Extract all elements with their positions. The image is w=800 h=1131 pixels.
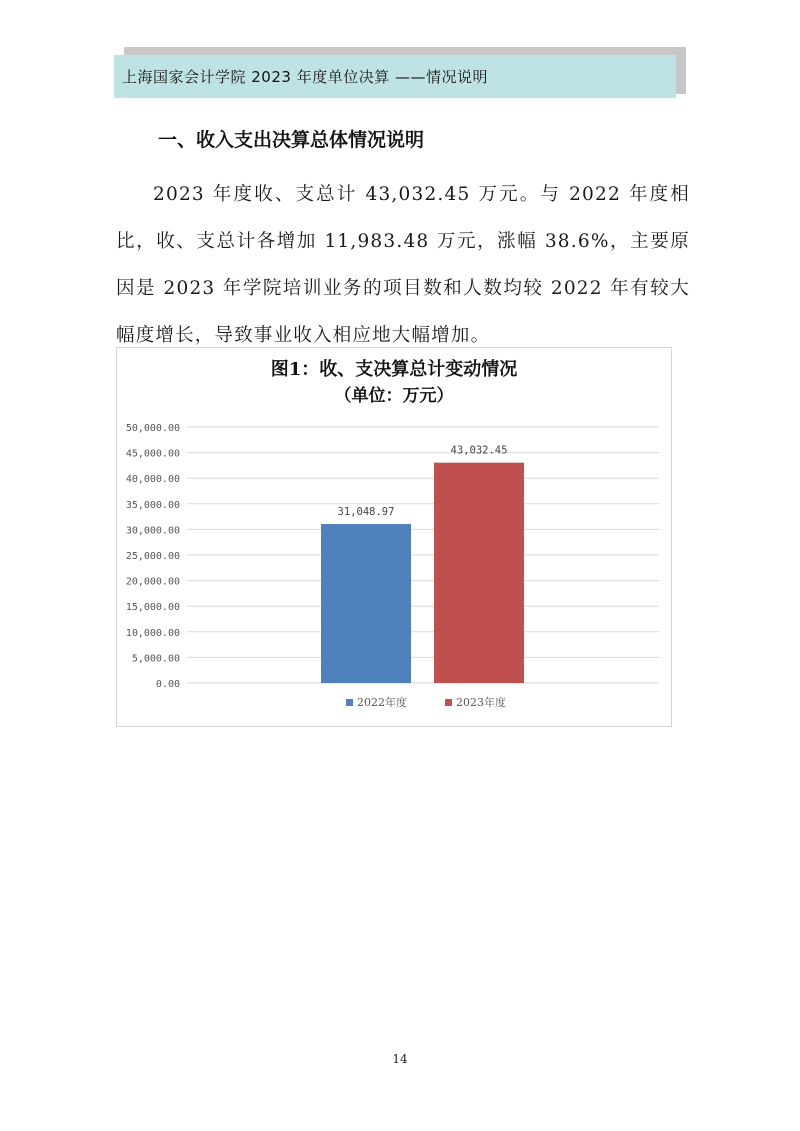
legend-swatch (346, 699, 353, 706)
legend (346, 695, 506, 709)
data-label: 31,048.97 (337, 506, 395, 519)
chart-title: 图1：收、支决算总计变动情况 (270, 359, 518, 380)
chart-subtitle: （单位：万元） (334, 386, 454, 406)
y-tick-label: 0.00 (155, 679, 180, 690)
bar-1 (321, 524, 411, 683)
page-number: 14 (392, 1052, 408, 1066)
legend-swatch (445, 699, 452, 706)
chart-container (116, 347, 672, 727)
body-paragraph (116, 171, 690, 359)
bars (321, 445, 524, 683)
y-tick-label: 10,000.00 (125, 627, 180, 639)
bar-chart (117, 348, 671, 726)
y-tick-label: 40,000.00 (125, 474, 180, 486)
bar-2 (434, 463, 524, 683)
legend-label: 2022年度 (357, 696, 407, 709)
y-tick-label: 50,000.00 (125, 423, 180, 434)
y-tick-label: 35,000.00 (125, 499, 180, 511)
y-axis-ticks (126, 423, 180, 690)
section-title: 一、收入支出决算总体情况说明 (158, 129, 425, 151)
header-title: 上海国家会计学院 2023 年度单位决算 ——情况说明 (122, 68, 488, 86)
page-header (114, 55, 676, 98)
data-label: 43,032.45 (450, 444, 508, 457)
paragraph-text: 2023 年度收、支总计 43,032.45 万元。与 2022 年度相比，收、支总计各增加 11,983.48 万元，涨幅 38.6%，主要原因是 2023 年学院培训业务的项目数和人数均较 2022 年有较大幅度增长，导致事业收入相应地大幅增加。 (116, 184, 690, 346)
y-tick-label: 5,000.00 (131, 653, 180, 665)
y-tick-label: 45,000.00 (125, 448, 180, 460)
grid-lines (187, 427, 659, 683)
y-tick-label: 25,000.00 (125, 551, 180, 562)
y-tick-label: 30,000.00 (125, 525, 180, 537)
legend-label: 2023年度 (456, 696, 506, 709)
y-tick-label: 20,000.00 (125, 576, 180, 588)
y-tick-label: 15,000.00 (125, 602, 180, 614)
